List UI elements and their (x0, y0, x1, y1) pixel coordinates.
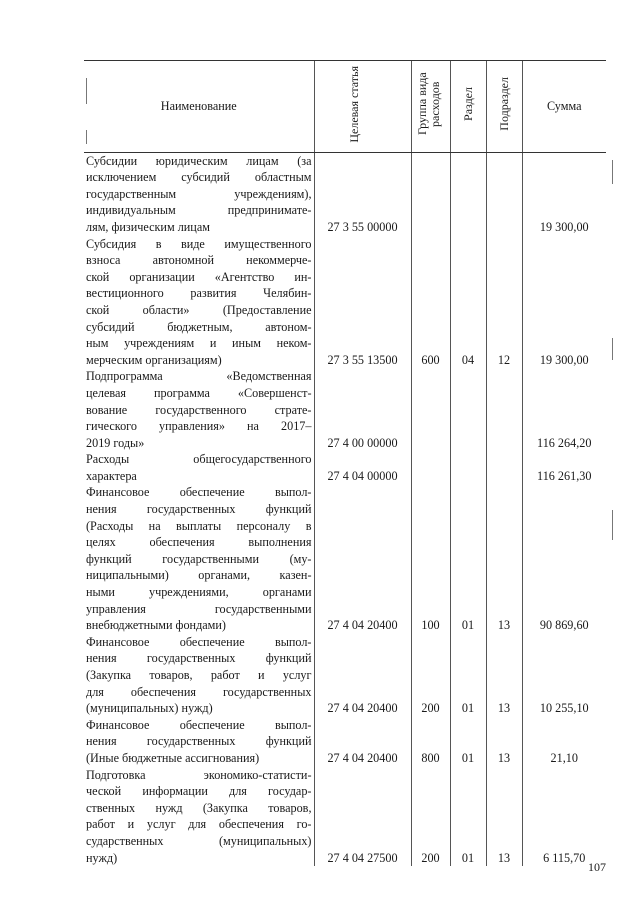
row-name-line: ской области» (Предоставление (86, 302, 312, 317)
budget-table (84, 60, 606, 866)
row-name-line: ской организации «Агентство ин- (86, 269, 312, 284)
row-name-line: мерческим организациям) (86, 352, 222, 367)
page-number: 107 (588, 860, 606, 874)
row-name-line: (муниципальных) нужд) (86, 701, 213, 716)
row-name-line: функций государственными (му- (86, 551, 312, 566)
header-target-article: Целевая статья (314, 61, 411, 153)
row-name-line: Расходы общегосударственного (86, 452, 312, 467)
row-name-line: сударственных (муниципальных) (86, 833, 312, 848)
row-name-line: вование государственного страте- (86, 402, 312, 417)
row-amount: 116 261,30 (522, 451, 606, 484)
row-name (84, 767, 314, 867)
row-name-line: Финансовое обеспечение выпол- (86, 634, 312, 649)
row-name-line: нения государственных функций (86, 651, 312, 666)
row-name-line: Субсидия в виде имущественного (86, 236, 312, 251)
row-target-article: 27 4 04 00000 (314, 451, 411, 484)
row-name-line: исключением субсидий областным (86, 170, 312, 185)
scan-mark-right-1 (612, 160, 613, 184)
row-subsection (486, 451, 522, 484)
row-name-line: субсидий бюджетным, автоном- (86, 319, 312, 334)
row-amount: 19 300,00 (522, 152, 606, 235)
scan-mark-right-3 (612, 510, 613, 540)
row-target-article: 27 3 55 13500 (314, 236, 411, 369)
row-subsection (486, 368, 522, 451)
row-name-line: Субсидии юридическим лицам (за (86, 153, 312, 168)
row-subsection: 13 (486, 484, 522, 633)
table-header-row (84, 61, 606, 153)
row-target-article: 27 4 00 00000 (314, 368, 411, 451)
row-section (450, 152, 486, 235)
header-expense-group: Группа вида расходов (411, 61, 450, 153)
table-row (84, 717, 606, 767)
scan-mark-left-1 (86, 78, 87, 104)
header-amount: Сумма (522, 61, 606, 153)
row-name-line: характера (86, 468, 137, 483)
row-section: 04 (450, 236, 486, 369)
row-expense-group: 600 (411, 236, 450, 369)
row-name-line: работ и услуг для обеспечения го- (86, 817, 312, 832)
row-amount: 116 264,20 (522, 368, 606, 451)
row-name-line: ными учреждениями, органами (86, 585, 312, 600)
row-section: 01 (450, 717, 486, 767)
row-name (84, 236, 314, 369)
row-name-line: ственных нужд (Закупка товаров, (86, 800, 312, 815)
table-row (84, 484, 606, 633)
row-section (450, 451, 486, 484)
table-row (84, 368, 606, 451)
row-name (84, 717, 314, 767)
row-name-line: целях обеспечения выполнения (86, 535, 312, 550)
row-name-line: (Иные бюджетные ассигнования) (86, 750, 260, 765)
row-expense-group: 800 (411, 717, 450, 767)
row-name-line: нужд) (86, 850, 118, 865)
row-name-line: вестиционного развития Челябин- (86, 286, 312, 301)
row-expense-group: 100 (411, 484, 450, 633)
header-subsection: Подраздел (486, 61, 522, 153)
row-target-article: 27 4 04 27500 (314, 767, 411, 867)
row-name-line: Подпрограмма «Ведомственная (86, 369, 312, 384)
row-name-line: ниципальными) органами, казен- (86, 568, 312, 583)
row-name-line: ным учреждениям и иным неком- (86, 336, 312, 351)
table-row (84, 152, 606, 235)
header-section: Раздел (450, 61, 486, 153)
row-expense-group: 200 (411, 634, 450, 717)
row-name-line: ческой информации для государ- (86, 784, 312, 799)
row-name (84, 368, 314, 451)
row-subsection (486, 152, 522, 235)
row-amount: 6 115,70 (522, 767, 606, 867)
row-name (84, 484, 314, 633)
row-name-line: лям, физическим лицам (86, 219, 210, 234)
row-subsection: 13 (486, 717, 522, 767)
row-target-article: 27 4 04 20400 (314, 634, 411, 717)
row-name-line: нения государственных функций (86, 502, 312, 517)
scan-mark-left-2 (86, 130, 87, 144)
row-target-article: 27 3 55 00000 (314, 152, 411, 235)
row-amount: 10 255,10 (522, 634, 606, 717)
row-section (450, 368, 486, 451)
row-name (84, 152, 314, 235)
row-expense-group (411, 451, 450, 484)
row-name-line: Подготовка экономико-статисти- (86, 767, 312, 782)
row-name (84, 634, 314, 717)
table-row (84, 451, 606, 484)
row-name-line: Финансовое обеспечение выпол- (86, 485, 312, 500)
row-name-line: государственным учреждениям), (86, 186, 312, 201)
row-section: 01 (450, 484, 486, 633)
row-amount: 19 300,00 (522, 236, 606, 369)
row-name-line: внебюджетными фондами) (86, 618, 226, 633)
row-name (84, 451, 314, 484)
row-amount: 21,10 (522, 717, 606, 767)
row-name-line: управления государственными (86, 601, 312, 616)
row-section: 01 (450, 767, 486, 867)
row-name-line: нения государственных функций (86, 734, 312, 749)
row-target-article: 27 4 04 20400 (314, 717, 411, 767)
row-name-line: взноса автономной некоммерче- (86, 253, 312, 268)
row-expense-group (411, 152, 450, 235)
table-row (84, 767, 606, 867)
row-name-line: (Закупка товаров, работ и услуг (86, 668, 312, 682)
row-name-line: (Расходы на выплаты персоналу в (86, 518, 312, 533)
row-name-line: 2019 годы» (86, 435, 145, 450)
scan-mark-right-2 (612, 338, 613, 360)
table-row (84, 236, 606, 369)
row-subsection: 13 (486, 634, 522, 717)
row-name-line: гического управления» на 2017– (86, 419, 312, 434)
row-expense-group: 200 (411, 767, 450, 867)
row-name-line: для обеспечения государственных (86, 684, 312, 699)
row-amount: 90 869,60 (522, 484, 606, 633)
row-subsection: 13 (486, 767, 522, 867)
row-name-line: индивидуальным предпринимате- (86, 203, 312, 218)
row-name-line: целевая программа «Совершенст- (86, 385, 312, 400)
row-target-article: 27 4 04 20400 (314, 484, 411, 633)
table-row (84, 634, 606, 717)
table-body (84, 152, 606, 866)
row-name-line: Финансовое обеспечение выпол- (86, 717, 312, 732)
row-subsection: 12 (486, 236, 522, 369)
header-name: Наименование (84, 61, 314, 153)
row-expense-group (411, 368, 450, 451)
row-section: 01 (450, 634, 486, 717)
